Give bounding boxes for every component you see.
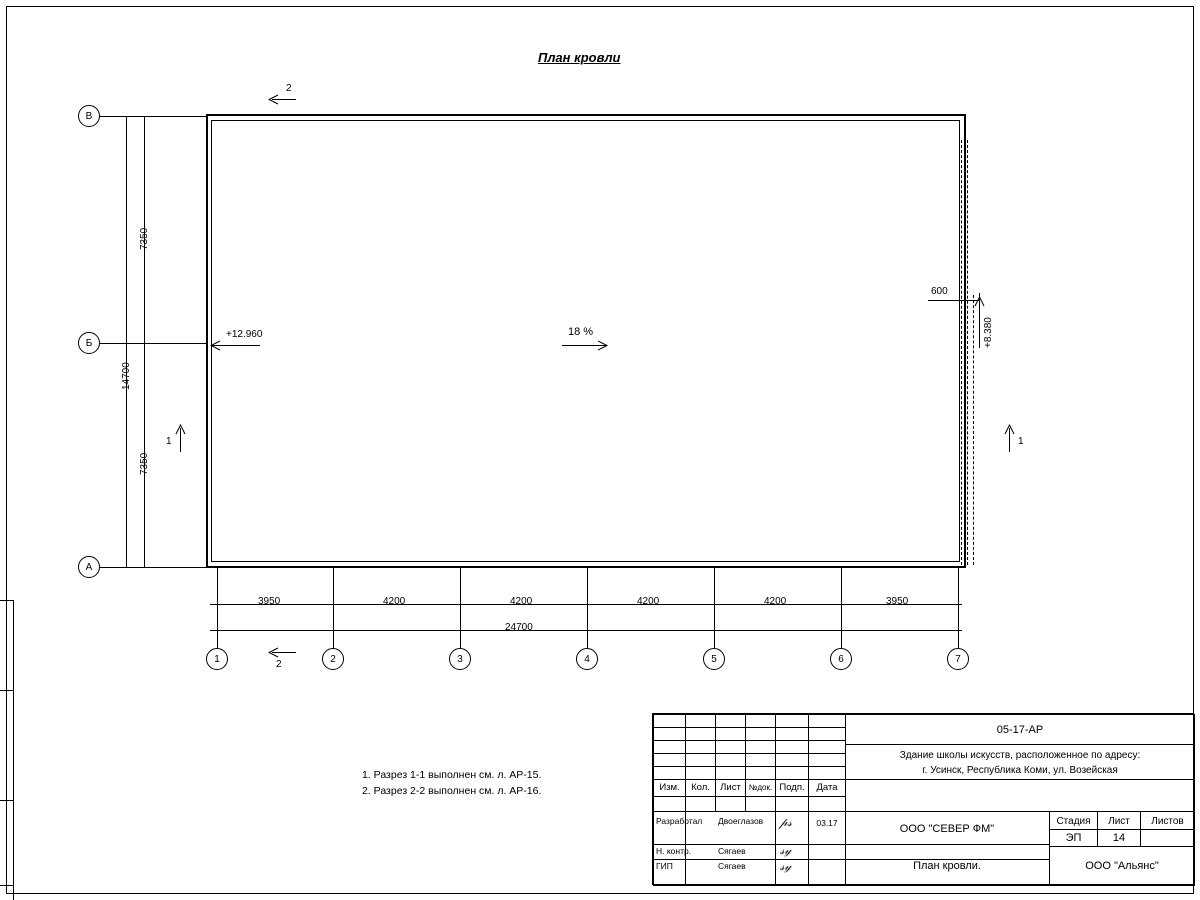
dim-bottom-label-3: 4200: [637, 596, 660, 607]
axis-circle-h-6: 7: [947, 648, 969, 670]
roof-dashed-line-3: [973, 295, 974, 565]
stamp-row-0-name: Двоеглазов: [718, 816, 764, 827]
dim-bottom-tick-5: [841, 597, 842, 611]
stamp-col-ndoc: №док.: [748, 782, 773, 792]
margin-mark-2: [0, 690, 14, 691]
stamp-row-1-signature-icon: 𝓈𝓎: [780, 843, 792, 857]
stamp-row-2-name: Сягаев: [718, 861, 746, 872]
section-1-left-label: 1: [166, 436, 172, 447]
stamp-row-1-name: Сягаев: [718, 846, 746, 857]
stamp-vline-4: [775, 714, 776, 885]
axis-circle-h-0: 1: [206, 648, 228, 670]
offset-right-label: 600: [931, 286, 948, 297]
dim-bottom-label-2: 4200: [510, 596, 533, 607]
title-block: [652, 713, 1194, 885]
dim-bottom-tick-3: [587, 597, 588, 611]
dim-bottom-tick-4: [714, 597, 715, 611]
dim-bottom-total-label: 24700: [505, 622, 533, 633]
stamp-col-izm: Изм.: [659, 781, 680, 793]
stamp-hline-6: [653, 796, 845, 797]
dim-bottom-tick-2: [460, 597, 461, 611]
dim-bottom-total-tick-1: [958, 623, 959, 637]
offset-right-tick-1: [959, 293, 960, 307]
axis-circle-h-5: 6: [830, 648, 852, 670]
section-1-right-arrow: [1004, 424, 1015, 436]
stamp-doc-code: 05-17-АР: [996, 723, 1044, 736]
margin-line: [13, 600, 14, 900]
stamp-vline-2: [715, 714, 716, 811]
stamp-hline-3: [653, 753, 845, 754]
dim-bottom-label-0: 3950: [258, 596, 281, 607]
dim-left-total-tick-0: [119, 116, 133, 117]
note-line-2: 2. Разрез 2-2 выполнен см. л. АР-16.: [362, 785, 542, 797]
axis-circle-v-2: А: [78, 556, 100, 578]
dim-bottom-total-tick-0: [217, 623, 218, 637]
dim-left-chain-line: [144, 116, 145, 567]
dim-bottom-label-1: 4200: [383, 596, 406, 607]
dim-bottom-total-line: [210, 630, 962, 631]
roof-dashed-line-1: [961, 140, 962, 565]
stamp-hline-4: [653, 766, 845, 767]
slope-arrow-head: [598, 340, 610, 351]
roof-outline-bottom: [206, 566, 966, 568]
stamp-designer-company: ООО "Альянс": [1085, 859, 1159, 872]
axis-leader-v-1: [100, 343, 206, 344]
dim-bottom-tick-0: [217, 597, 218, 611]
elevation-left-label: +12.960: [226, 329, 263, 340]
stamp-stage-value: ЭП: [1065, 831, 1082, 844]
offset-right-dim-line: [928, 300, 980, 301]
axis-leader-v-0: [100, 116, 206, 117]
dim-left-tick-0: [137, 116, 151, 117]
dim-left-tick-2: [137, 567, 151, 568]
margin-mark-1: [0, 600, 14, 601]
dim-left-tick-1: [137, 343, 151, 344]
stamp-col-kol: Кол.: [691, 781, 710, 793]
stamp-company: ООО "СЕВЕР ФМ": [899, 822, 995, 835]
stamp-row-0-role: Разработал: [656, 816, 703, 827]
axis-circle-h-3: 4: [576, 648, 598, 670]
dim-left-label-1: 7350: [139, 452, 150, 475]
dim-bottom-tick-1: [333, 597, 334, 611]
dim-left-total-label: 14700: [121, 362, 132, 390]
axis-circle-h-4: 5: [703, 648, 725, 670]
stamp-row-0-date: 03.17: [816, 818, 838, 829]
offset-right-tick-2: [979, 293, 980, 307]
section-2-top-label: 2: [286, 83, 292, 94]
axis-circle-h-1: 2: [322, 648, 344, 670]
dim-left-label-0: 7350: [139, 227, 150, 250]
axis-circle-v-0: В: [78, 105, 100, 127]
stamp-col-podp: Подп.: [779, 781, 805, 793]
section-1-left-arrow: [175, 424, 186, 436]
elevation-right-label: +8.380: [983, 317, 994, 348]
roof-parapet-right: [959, 120, 960, 562]
elevation-left-arrow: [210, 340, 222, 351]
section-2-bottom-arrow: [268, 647, 280, 658]
stamp-stage-header: Стадия: [1056, 815, 1091, 827]
stamp-row-1-role: Н. контр.: [656, 846, 692, 857]
stamp-vline-10: [1194, 714, 1195, 886]
dim-bottom-chain-line: [210, 604, 962, 605]
stamp-row-0-signature-icon: 𝓅𝓈: [779, 815, 792, 829]
section-1-right-label: 1: [1018, 436, 1024, 447]
stamp-object-line1: Здание школы искусств, расположенное по адресу:: [899, 750, 1141, 761]
slope-label: 18 %: [568, 326, 594, 338]
stamp-lists-header: Листов: [1151, 815, 1184, 827]
roof-dashed-line-2: [967, 140, 968, 565]
stamp-vline-3: [745, 714, 746, 811]
stamp-row-2-signature-icon: 𝓈𝓎: [780, 859, 792, 873]
stamp-object-line2: г. Усинск, Республика Коми, ул. Возейская: [922, 765, 1118, 776]
margin-mark-3: [0, 800, 14, 801]
stamp-row-2-role: ГИП: [656, 861, 673, 872]
stamp-vline-5: [808, 714, 809, 885]
stamp-hline-0: [653, 714, 1195, 715]
drawing-title: План кровли: [538, 50, 621, 65]
roof-outline-top: [206, 114, 966, 116]
dim-bottom-tick-6: [958, 597, 959, 611]
stamp-lists-value: [1141, 830, 1194, 846]
stamp-sheet-title: План кровли.: [913, 859, 981, 872]
stamp-col-data: Дата: [816, 781, 838, 793]
stamp-col-list: Лист: [720, 781, 741, 793]
axis-leader-v-2: [100, 567, 206, 568]
dim-bottom-label-4: 4200: [764, 596, 787, 607]
roof-parapet-top: [212, 120, 960, 121]
note-line-1: 1. Разрез 1-1 выполнен см. л. АР-15.: [362, 769, 542, 781]
axis-circle-v-1: Б: [78, 332, 100, 354]
dim-bottom-label-5: 3950: [886, 596, 909, 607]
dim-left-total-line: [126, 116, 127, 567]
section-2-bottom-label: 2: [276, 659, 282, 670]
roof-parapet-bottom: [212, 561, 960, 562]
stamp-hline-1: [653, 727, 845, 728]
axis-circle-h-2: 3: [449, 648, 471, 670]
stamp-list-value: 14: [1112, 831, 1126, 844]
stamp-list-header: Лист: [1108, 815, 1130, 827]
roof-outline-left: [206, 114, 208, 568]
margin-mark-4: [0, 885, 14, 886]
stamp-hline-2: [653, 740, 845, 741]
roof-outline-right: [964, 114, 966, 568]
dim-left-total-tick-1: [119, 567, 133, 568]
stamp-hline-12: [653, 885, 1195, 886]
stamp-hline-doc: [845, 744, 1195, 745]
section-2-top-arrow: [268, 94, 280, 105]
